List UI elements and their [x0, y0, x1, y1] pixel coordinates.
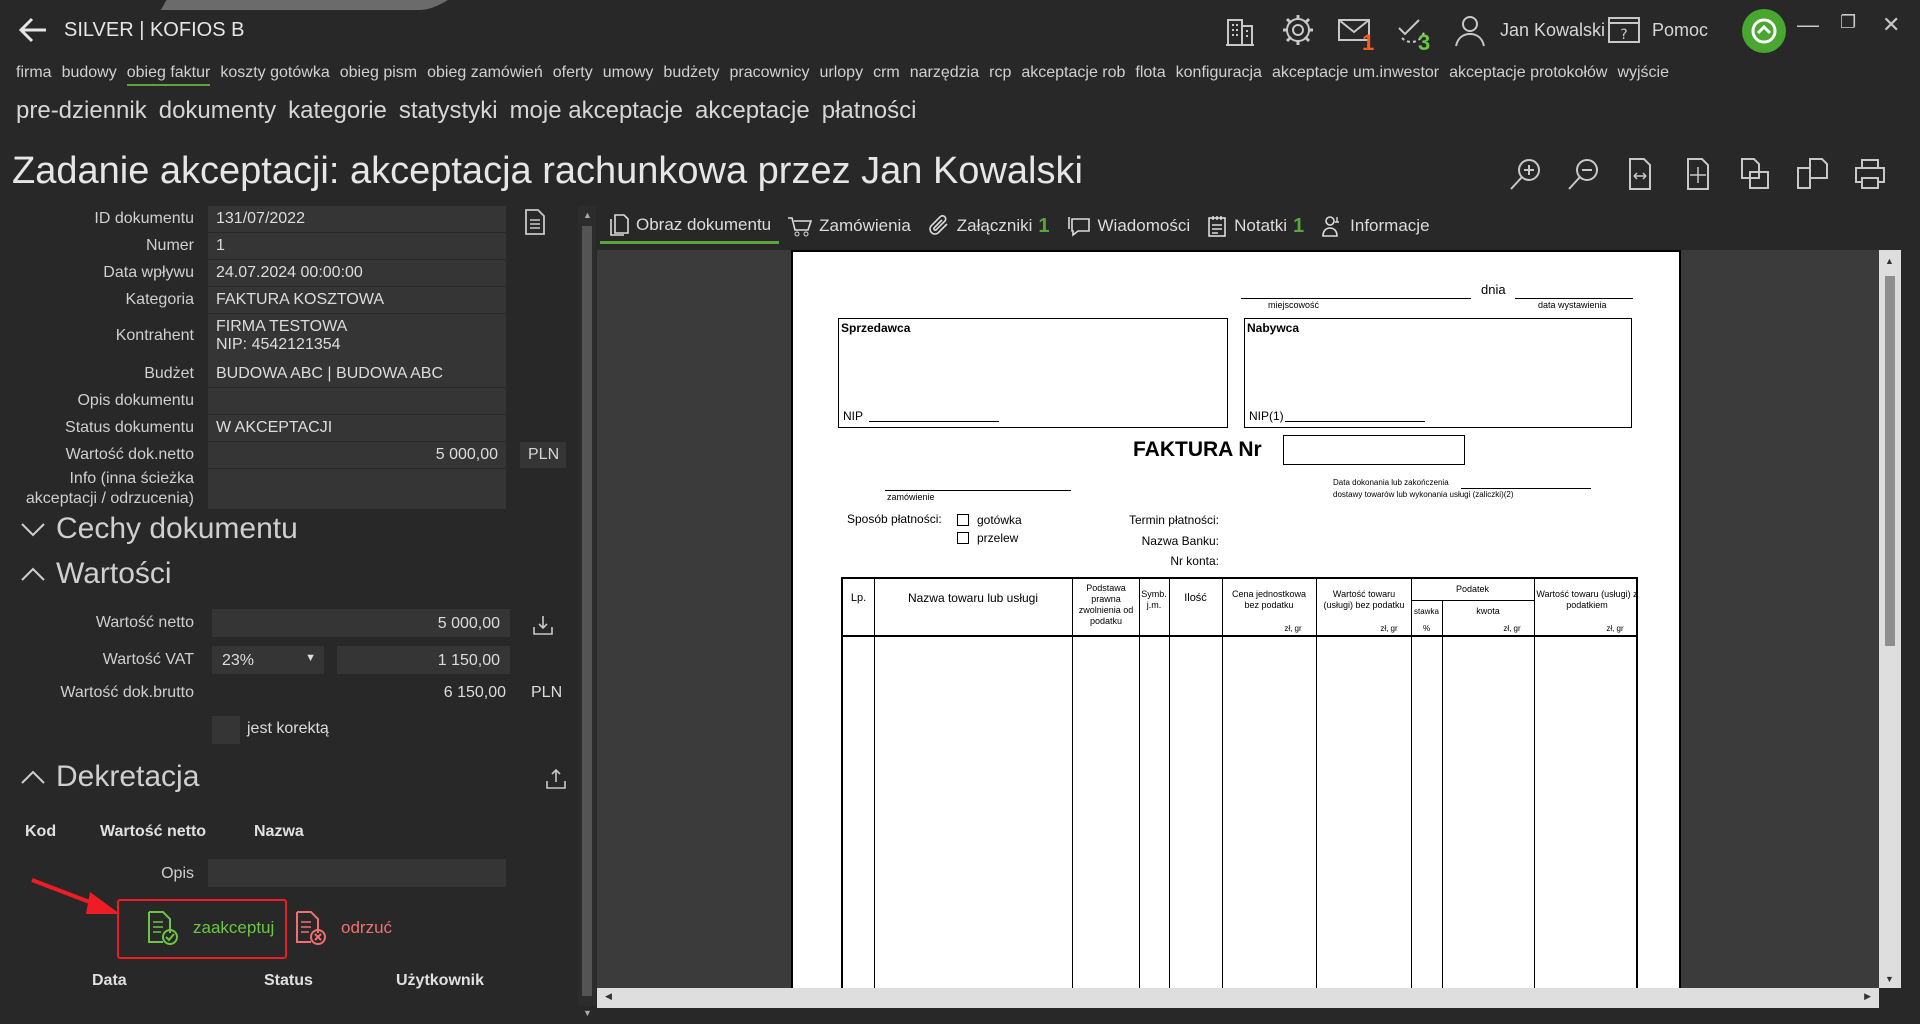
fit-width-icon[interactable]: [1622, 156, 1658, 192]
kontrahent-nip: NIP: 4542121354: [216, 336, 341, 353]
accept-button[interactable]: [145, 910, 274, 946]
section-cechy[interactable]: [20, 512, 298, 546]
tab-notatki[interactable]: [1198, 208, 1312, 244]
gear-icon[interactable]: [1280, 12, 1316, 48]
kontrahent-name: FIRMA TESTOWA: [216, 318, 348, 335]
submenu-item[interactable]: akceptacje: [695, 97, 810, 124]
menu-item[interactable]: akceptacje protokołów: [1449, 64, 1608, 81]
col-kwota: kwota: [1476, 606, 1500, 616]
chevron-down-icon: [20, 516, 46, 542]
tab-wiadomosci[interactable]: [1058, 208, 1199, 244]
gotowka-checkbox: [957, 514, 969, 526]
submenu-item[interactable]: dokumenty: [158, 97, 277, 124]
wartosc-brutto-label: Wartość dok.brutto: [60, 684, 194, 701]
tasks-badge: 3: [1418, 30, 1431, 55]
dekretacja-header-netto: Wartość netto: [100, 823, 207, 840]
dnia-label: dnia: [1481, 282, 1506, 297]
col-ilosc: Ilość: [1184, 592, 1207, 604]
col-lp: Lp.: [850, 592, 867, 604]
document-tabs: [600, 206, 1438, 246]
opis-label: Opis dokumentu: [77, 392, 194, 409]
export-icon[interactable]: [545, 768, 567, 790]
status-field: W AKCEPTACJI: [208, 415, 506, 441]
kategoria-field: FAKTURA KOSZTOWA: [208, 287, 506, 313]
left-scroll-thumb[interactable]: [582, 226, 592, 996]
back-arrow-icon[interactable]: [16, 14, 52, 46]
info-label-line2: akceptacji / odrzucenia): [25, 490, 194, 507]
budzet-field: BUDOWA ABC | BUDOWA ABC: [208, 361, 506, 387]
wartosc-vat-label: Wartość VAT: [102, 651, 194, 668]
opis-field: [208, 388, 506, 414]
kategoria-label: Kategoria: [125, 291, 194, 308]
scroll-down-icon[interactable]: ▼: [1885, 974, 1894, 984]
viewer-scroll-thumb[interactable]: [1885, 276, 1895, 646]
seller-box: [838, 318, 1228, 428]
budzet-label: Budżet: [144, 365, 194, 382]
document-check-icon: [145, 910, 179, 946]
info-field[interactable]: [208, 469, 506, 509]
seller-nip: NIP: [843, 409, 864, 423]
menu-item[interactable]: budowy: [61, 64, 117, 81]
numer-label: Numer: [145, 237, 194, 254]
col-wartosc-z: Wartość towaru (usługi) z podatkiem: [1536, 589, 1638, 610]
invoice-page: [791, 250, 1681, 988]
wartosc-netto-label: Wartość netto: [95, 614, 194, 631]
numer-field: 1: [208, 233, 506, 259]
sub-menu: [16, 97, 916, 125]
buyer-nip: NIP(1): [1249, 409, 1284, 423]
data-dokonania-line1: Data dokonania lub zakończenia: [1333, 478, 1449, 487]
menu-item[interactable]: narzędzia: [909, 64, 980, 81]
info-label-line1: Info (inna ścieżka: [69, 470, 194, 487]
col-podstawa: Podstawa prawna zwolnienia od podatku: [1078, 583, 1134, 626]
page-title: Zadanie akceptacji: akceptacja rachunkowa przez Jan Kowalski: [12, 150, 1083, 192]
logo-icon: [1749, 16, 1779, 46]
reject-label: odrzuć: [341, 918, 393, 937]
menu-item[interactable]: urlopy: [819, 64, 864, 81]
chevron-up-icon: [20, 764, 46, 790]
tab-label: Notatki: [1234, 216, 1288, 235]
tab-informacje[interactable]: [1312, 208, 1437, 244]
zoom-in-icon[interactable]: [1508, 156, 1544, 192]
menu-item[interactable]: obieg zamówień: [427, 64, 543, 81]
payment-method-label: Sposób płatności:: [847, 512, 942, 526]
tab-label: Informacje: [1350, 216, 1430, 235]
items-table: [841, 577, 1638, 988]
submenu-item[interactable]: kategorie: [288, 97, 387, 124]
invoice-title: FAKTURA Nr: [1133, 438, 1262, 461]
reject-button[interactable]: [293, 910, 392, 946]
kontrahent-field: [208, 314, 506, 362]
menu-item[interactable]: akceptacje um.inwestor: [1271, 64, 1440, 81]
submenu-item[interactable]: płatności: [821, 97, 917, 124]
app-logo: [1742, 9, 1786, 53]
fit-page-icon[interactable]: [1680, 156, 1716, 192]
building-icon[interactable]: [1222, 12, 1258, 48]
scroll-right-icon[interactable]: ▶: [1864, 991, 1871, 1001]
close-icon[interactable]: ✕: [1882, 12, 1901, 37]
unit-wartosc: zł, gr: [1380, 624, 1398, 633]
zamowienie-label: zamówienie: [887, 492, 935, 502]
tab-label: Obraz dokumentu: [636, 214, 772, 234]
section-wartosci[interactable]: [20, 557, 172, 591]
col-cena: Cena jednostkowa bez podatku: [1231, 589, 1307, 610]
przelew-checkbox: [957, 532, 969, 544]
wartosc-netto-input[interactable]: 5 000,00: [212, 609, 510, 637]
tab-label: Wiadomości: [1097, 216, 1191, 235]
submenu-item[interactable]: moje akceptacje: [509, 97, 683, 124]
data-label: Data wpływu: [103, 264, 194, 281]
left-panel-scrollbar[interactable]: [578, 206, 596, 1018]
unit-cena: zł, gr: [1284, 624, 1302, 633]
menu-item[interactable]: oferty: [552, 64, 593, 81]
menu-item[interactable]: koszty gotówka: [220, 64, 330, 81]
opis-dekretacji-label: Opis: [161, 865, 194, 882]
menu-item[interactable]: firma: [16, 64, 52, 81]
vat-rate-select[interactable]: [212, 646, 324, 674]
konto-label: Nr konta:: [1170, 554, 1219, 568]
document-copy-icon: [608, 213, 630, 237]
tab-label: Załączniki: [956, 216, 1033, 235]
paperclip-icon: [927, 214, 951, 238]
history-header-data: Data: [92, 972, 127, 989]
unit-wartosc-z: zł, gr: [1606, 624, 1624, 633]
scroll-up-icon[interactable]: ▲: [583, 210, 592, 220]
document-icon[interactable]: [522, 208, 548, 236]
dekretacja-header-kod: Kod: [25, 823, 57, 840]
status-label: Status dokumentu: [65, 419, 194, 436]
tab-zamowienia[interactable]: [779, 208, 919, 244]
info-person-icon: [1320, 214, 1344, 238]
document-reject-icon: [293, 910, 327, 946]
help-icon[interactable]: [1606, 12, 1642, 48]
menu-item[interactable]: pracownicy: [729, 64, 810, 81]
unit-kwota: zł, gr: [1503, 624, 1521, 633]
termin-label: Termin płatności:: [1128, 513, 1219, 527]
przelew-label: przelew: [977, 531, 1019, 545]
print-icon[interactable]: [1852, 156, 1888, 192]
history-header-user: Użytkownik: [396, 972, 485, 989]
data-field: 24.07.2024 00:00:00: [208, 260, 506, 286]
accept-label: zaakceptuj: [193, 918, 275, 937]
svg-text:?: ?: [1620, 27, 1628, 43]
section-dekretacja-label: Dekretacja: [56, 760, 200, 793]
tab-obraz-dokumentu[interactable]: [600, 208, 779, 244]
menu-item[interactable]: konfiguracja: [1175, 64, 1262, 81]
info-label: [14, 469, 194, 509]
col-symb: Symb. j.m.: [1141, 589, 1167, 610]
history-header-status: Status: [264, 972, 313, 989]
minimize-icon[interactable]: —: [1797, 12, 1819, 37]
brutto-currency: PLN: [531, 684, 563, 701]
restore-icon[interactable]: ❐: [1840, 12, 1857, 32]
rotate-left-icon[interactable]: [1736, 156, 1772, 192]
wartosc-brutto-value: 6 150,00: [443, 684, 506, 701]
section-dekretacja[interactable]: [20, 760, 199, 794]
id-field: 131/07/2022: [208, 206, 506, 232]
tab-count: 1: [1038, 214, 1050, 237]
cart-icon: [787, 214, 813, 238]
menu-item[interactable]: umowy: [602, 64, 654, 81]
buyer-label: Nabywca: [1247, 321, 1300, 335]
tab-zalaczniki[interactable]: [919, 208, 1058, 244]
bank-label: Nazwa Banku:: [1141, 534, 1219, 548]
submenu-item[interactable]: pre-dziennik: [16, 97, 147, 124]
menu-item[interactable]: obieg pism: [339, 64, 418, 81]
seller-label: Sprzedawca: [841, 321, 911, 335]
section-cechy-label: Cechy dokumentu: [56, 512, 298, 545]
app-title: SILVER | KOFIOS B: [64, 19, 245, 41]
rotate-right-icon[interactable]: [1794, 156, 1830, 192]
menu-item[interactable]: akceptacje rob: [1021, 64, 1126, 81]
dekretacja-header-nazwa: Nazwa: [254, 823, 304, 840]
vat-rate-value: 23%: [222, 652, 255, 669]
menu-item[interactable]: budżety: [663, 64, 720, 81]
messages-icon: [1066, 214, 1092, 238]
mail-badge: 1: [1362, 30, 1375, 55]
data-dokonania-line2: dostawy towarów lub wykonania usługi (zaliczki)(2): [1333, 490, 1514, 499]
gotowka-label: gotówka: [977, 513, 1022, 527]
id-label: ID dokumentu: [94, 210, 194, 227]
annotation-arrow-icon: [30, 876, 122, 918]
col-nazwa: Nazwa towaru lub usługi: [907, 591, 1039, 605]
kontrahent-label: Kontrahent: [115, 327, 194, 344]
korekta-label: jest korektą: [247, 720, 329, 737]
dropdown-arrow-icon: ▼: [305, 652, 316, 664]
col-wartosc: Wartość towaru (usługi) bez podatku: [1323, 589, 1405, 610]
buyer-box: [1244, 318, 1632, 428]
col-podatek: Podatek: [1455, 584, 1490, 594]
viewer-horizontal-scrollbar[interactable]: [597, 988, 1879, 1008]
currency-badge: PLN: [520, 442, 566, 468]
menu-item-active[interactable]: obieg faktur: [127, 64, 211, 86]
menu-item[interactable]: rcp: [989, 64, 1012, 81]
main-menu: [16, 64, 1669, 86]
user-icon[interactable]: [1452, 12, 1488, 48]
viewer-vertical-scrollbar[interactable]: [1879, 250, 1901, 988]
notes-icon: [1206, 214, 1228, 238]
netto-label: Wartość dok.netto: [65, 446, 194, 463]
export-icon[interactable]: [532, 614, 554, 636]
document-viewer[interactable]: [597, 250, 1879, 988]
scroll-up-icon[interactable]: ▲: [1885, 256, 1894, 266]
col-stawka: stawka: [1414, 607, 1439, 616]
chevron-up-icon: [20, 561, 46, 587]
opis-dekretacji-input[interactable]: [208, 859, 506, 887]
zoom-out-icon[interactable]: [1566, 156, 1602, 192]
user-name[interactable]: Jan Kowalski: [1500, 20, 1606, 40]
title-decoration: [161, 0, 469, 10]
wartosc-vat-input[interactable]: 1 150,00: [337, 646, 510, 674]
unit-stawka: %: [1422, 624, 1431, 633]
menu-item[interactable]: flota: [1135, 64, 1166, 81]
netto-field: 5 000,00: [208, 442, 506, 468]
korekta-checkbox[interactable]: [212, 716, 240, 744]
scroll-down-icon[interactable]: ▼: [583, 1008, 592, 1018]
scroll-left-icon[interactable]: ◀: [605, 991, 612, 1001]
tab-count: 1: [1293, 214, 1305, 237]
menu-item[interactable]: crm: [873, 64, 900, 81]
miejscowosc-label: miejscowość: [1268, 300, 1320, 310]
menu-item[interactable]: wyjście: [1617, 64, 1669, 81]
invoice-number-box: [1283, 435, 1465, 465]
help-label[interactable]: Pomoc: [1652, 20, 1709, 40]
tab-label: Zamówienia: [819, 216, 911, 235]
submenu-item[interactable]: statystyki: [398, 97, 498, 124]
data-wystawienia-label: data wystawienia: [1538, 300, 1607, 310]
section-wartosci-label: Wartości: [56, 557, 172, 590]
